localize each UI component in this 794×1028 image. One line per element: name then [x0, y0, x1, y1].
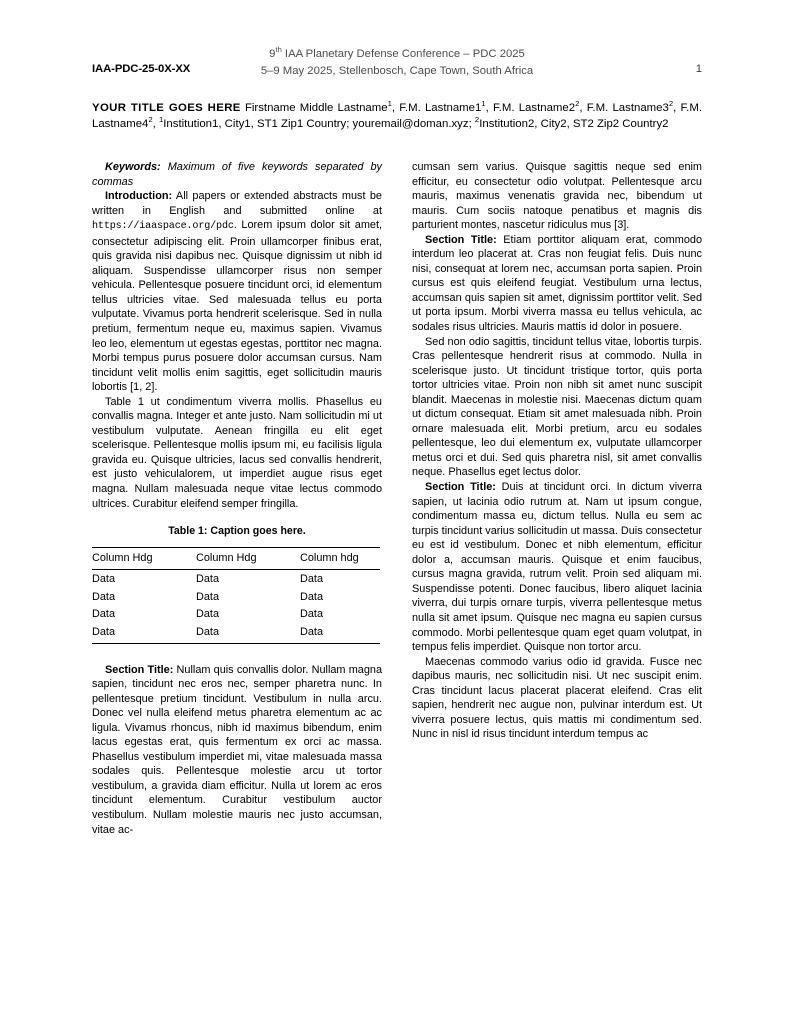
table-cell: Data [92, 590, 116, 603]
conference-venue-line: 5–9 May 2025, Stellenbosch, Cape Town, South Africa [260, 65, 534, 77]
page-number: 1 [695, 63, 702, 75]
table-cell: Data [300, 608, 324, 621]
table-caption-text: Caption goes here. [207, 525, 306, 538]
right-paragraph-2: Sed non odio sagittis, tincidunt tellus vitae, lobortis turpis. Cras pellentesque hendrerit risus at commodo. Nulla in scelerisque justo. Ut tincidunt tristique tortor, quis porta tortor ultricies vitae. Proin non nibh sit amet nunc suscipit blandit. Maecenas in molestie nisi. Maecenas dictum quam ut dictum consequat. Etiam sit amet malesuada nibh. Proin ornare malesuada elit. Morbi pretium, arcu eu sodales pellentesque, leo dui elementum ex, vulputate ullamcorper metus orci et dui. Sed quis pharetra nisl, sit amet convallis neque. Phasellus eget lectus dolor. [412, 335, 702, 479]
right-paragraph-4: Maecenas commodo varius odio id gravida. Fusce nec dapibus mauris, nec sollicitudin nisi. Ut nec suscipit enim. Cras tincidunt lacus placerat placerat eleifend. Cras elit sapien, hendrerit nec augue non, pulvinar interdum est. Ut viverra posuere lectus, quis mattis mi condimentum sed. Nunc in nisl id risus tincidunt interdum tempus ac [412, 655, 702, 741]
table-cell: Data [196, 608, 220, 621]
table-head [92, 547, 380, 570]
affiliation-separator: , [152, 118, 159, 131]
affiliation-2: Institution2, City2, ST2 Zip2 Country2 [479, 118, 669, 131]
author-2-affil-marker: 1 [481, 99, 486, 109]
submission-url[interactable]: https://iaaspace.org/pdc [92, 221, 234, 233]
table-caption-label: Table 1: [168, 525, 208, 538]
title-author-block [92, 100, 702, 133]
introduction-paragraph [92, 189, 382, 395]
table-cell: Data [196, 590, 220, 603]
table-cell: Data [92, 623, 196, 643]
table-cell: Data [92, 608, 116, 621]
table-cell: Data [300, 572, 324, 585]
table-cell: Data [196, 623, 300, 643]
keywords-value: Maximum of five keywords separated by commas [92, 161, 382, 188]
author-5-affil-marker: 2 [148, 115, 153, 125]
right-section-1-text: Etiam porttitor aliquam erat, commodo interdum leo placerat at. Cras non feugiat felis. Duis nunc nisi, consequat at lorem nec, accumsan porta sapien. Proin cursus est quis eleifend feugiat. Vestibulum urna lectus, accumsan quis sapien sit amet, dignissim porttitor velit. Sed ut porta ipsum. Morbi viverra massa eu tellus vehicula, ac sodales risus ultricies. Mauris mattis id dolor in posuere. [412, 233, 702, 334]
column-header-2: Column Hdg [196, 547, 300, 570]
column-header-1: Column Hdg [92, 547, 196, 570]
conference-ordinal-suffix: th [275, 45, 282, 55]
table-row [92, 588, 380, 606]
author-4: , F.M. Lastname3 [579, 102, 669, 114]
table-reference-paragraph: Table 1 ut condimentum viverra mollis. Phasellus eu convallis magna. Integer et ante justo. Nam sollicitudin mi ut vestibulum vulputate. Aenean fringilla eu elit eget scelerisque. Pellentesque mollis ipsum mi, eu facilisis ligula gravida eu. Quisque ultricies, lacus sed convallis hendrerit, est justo vehiculalorem, ut imperdiet augue risus eget magna. Nullam malesuada neque vitae lectus commodo ultrices. Curabitur eleifend semper fringilla. [92, 395, 382, 510]
left-section-text: Nullam quis convallis dolor. Nullam magna sapien, tincidunt nec eros nec, semper pharetra nunc. In pellentesque pretium tincidunt. Vestibulum in nulla arcu. Donec vel nulla eleifend metus pharetra elementum ac ac ligula. Vivamus rhoncus, nibh id maximus bibendum, enim lacus egestas erat, quis fermentum ex orci ac massa. Phasellus vestibulum imperdiet mi, vitae malesuada massa sodales quis. Pellentesque molestie arcu ut tortor vestibulum, a gravida diam efficitur. Nulla ut lorem ac eros tincidunt elementum. Curabitur vestibulum auctor vestibulum. Nullam molestie mauris nec justo accumsan, vitae ac- [92, 663, 382, 836]
left-section-paragraph [92, 663, 382, 838]
column-header-3: Column hdg [300, 547, 380, 570]
author-2: , F.M. Lastname1 [391, 102, 482, 114]
affiliation-1: Institution1, City1, ST1 Zip1 Country; youremail@doman.xyz; [163, 118, 475, 131]
affiliation-2-marker: 2 [474, 115, 480, 125]
affiliation-1-marker: 1 [158, 115, 164, 125]
right-section-1-paragraph [412, 233, 702, 335]
table-body [92, 570, 380, 643]
page-title: YOUR TITLE GOES HERE [92, 102, 241, 114]
table-row [92, 623, 380, 643]
table-cell: Data [196, 572, 220, 585]
left-section-label: Section Title: [105, 663, 174, 676]
table-cell: Data [92, 572, 116, 585]
left-column [92, 160, 382, 837]
right-section-2-paragraph [412, 480, 702, 655]
right-section-2-label: Section Title: [425, 481, 496, 494]
introduction-label: Introduction: [105, 190, 173, 203]
running-header [0, 46, 794, 82]
right-section-2-text: Duis at tincidunt orci. In dictum viverra sapien, ut lacinia odio rutrum at. Nam ut ipsum congue, condimentum massa eu, dictum tellus. Nulla eu sem ac turpis tincidunt varius sollicitudin ut massa. Duis consectetur eu est id vestibulum. Donec et nibh elementum, efficitur dolor a, accumsan mauris. Quisque et enim faucibus, cursus magna gravida, rutrum velit. Proin sed aliquam mi. Suspendisse potenti. Donec faucibus, libero aliquet lacinia viverra, dui turpis ornare turpis, viverra pellentesque metus nulla sit amet ipsum. Quisque nec magna eu sapien cursus commodo. Morbi pellentesque quam eget quam volutpat, in tempus felis imperdiet. Quisque non tortor arcu. [412, 481, 702, 654]
keywords-label: Keywords: [105, 161, 161, 173]
body-columns [92, 160, 702, 960]
author-5: , F.M. Lastname4 [92, 102, 702, 131]
right-column [412, 160, 702, 742]
keywords-paragraph [92, 160, 382, 189]
author-3-affil-marker: 2 [575, 99, 580, 109]
table-caption [92, 524, 382, 539]
table-row [92, 570, 380, 588]
data-table [92, 547, 380, 644]
conference-name: IAA Planetary Defense Conference – PDC 2025 [281, 48, 525, 60]
table-cell: Data [300, 623, 380, 643]
introduction-text-after-url: . Lorem ipsum dolor sit amet, consectetur adipiscing elit. Proin ullamcorper finibus erat, quis gravida nisi dapibus nec. Quisque dignissim ut nibh id aliquam. Suspendisse ullamcorper risus non semper vehicula. Pellentesque posuere tincidunt orci, id elementum tellus ultricies vitae. Sed malesuada tellus eu porta vulputate. Vivamus porta hendrerit scelerisque. Sed in nulla pretium, fermentum neque eu, maximus sapien. Vivamus leo leo, elementum ut egestas egestas, porttitor nec magna. Morbi tempus purus posuere dolor accumsan cursus. Nam tincidunt velit mollis enim sagittis, eget sollicitudin mauris lobortis [1, 2]. [92, 219, 382, 394]
continued-paragraph: cumsan sem varius. Quisque sagittis neque sed enim efficitur, eu consectetur odio volutpat. Pellentesque arcu mauris, maximus venenatis gravida nec, bibendum ut mauris. Cum sociis natoque penatibus et magnis dis parturient montes, nascetur ridiculus mus [3]. [412, 161, 702, 232]
table-1-block [92, 524, 382, 643]
table-row [92, 606, 380, 624]
author-4-affil-marker: 2 [668, 99, 674, 109]
author-1: Firstname Middle Lastname [240, 102, 388, 114]
document-id: IAA-PDC-25-0X-XX [92, 63, 191, 75]
header-center-block [0, 46, 794, 80]
right-section-1-label: Section Title: [425, 233, 497, 246]
conference-title-line [0, 46, 794, 63]
table-header-row [92, 547, 380, 570]
conference-ordinal: 9 [269, 48, 276, 60]
author-1-affil-marker: 1 [387, 99, 392, 109]
table-spacer [92, 654, 382, 663]
table-cell: Data [300, 590, 324, 603]
author-3: , F.M. Lastname2 [485, 102, 576, 114]
introduction-text-before-url: All papers or extended abstracts must be written in English and submitted online at [92, 190, 382, 217]
